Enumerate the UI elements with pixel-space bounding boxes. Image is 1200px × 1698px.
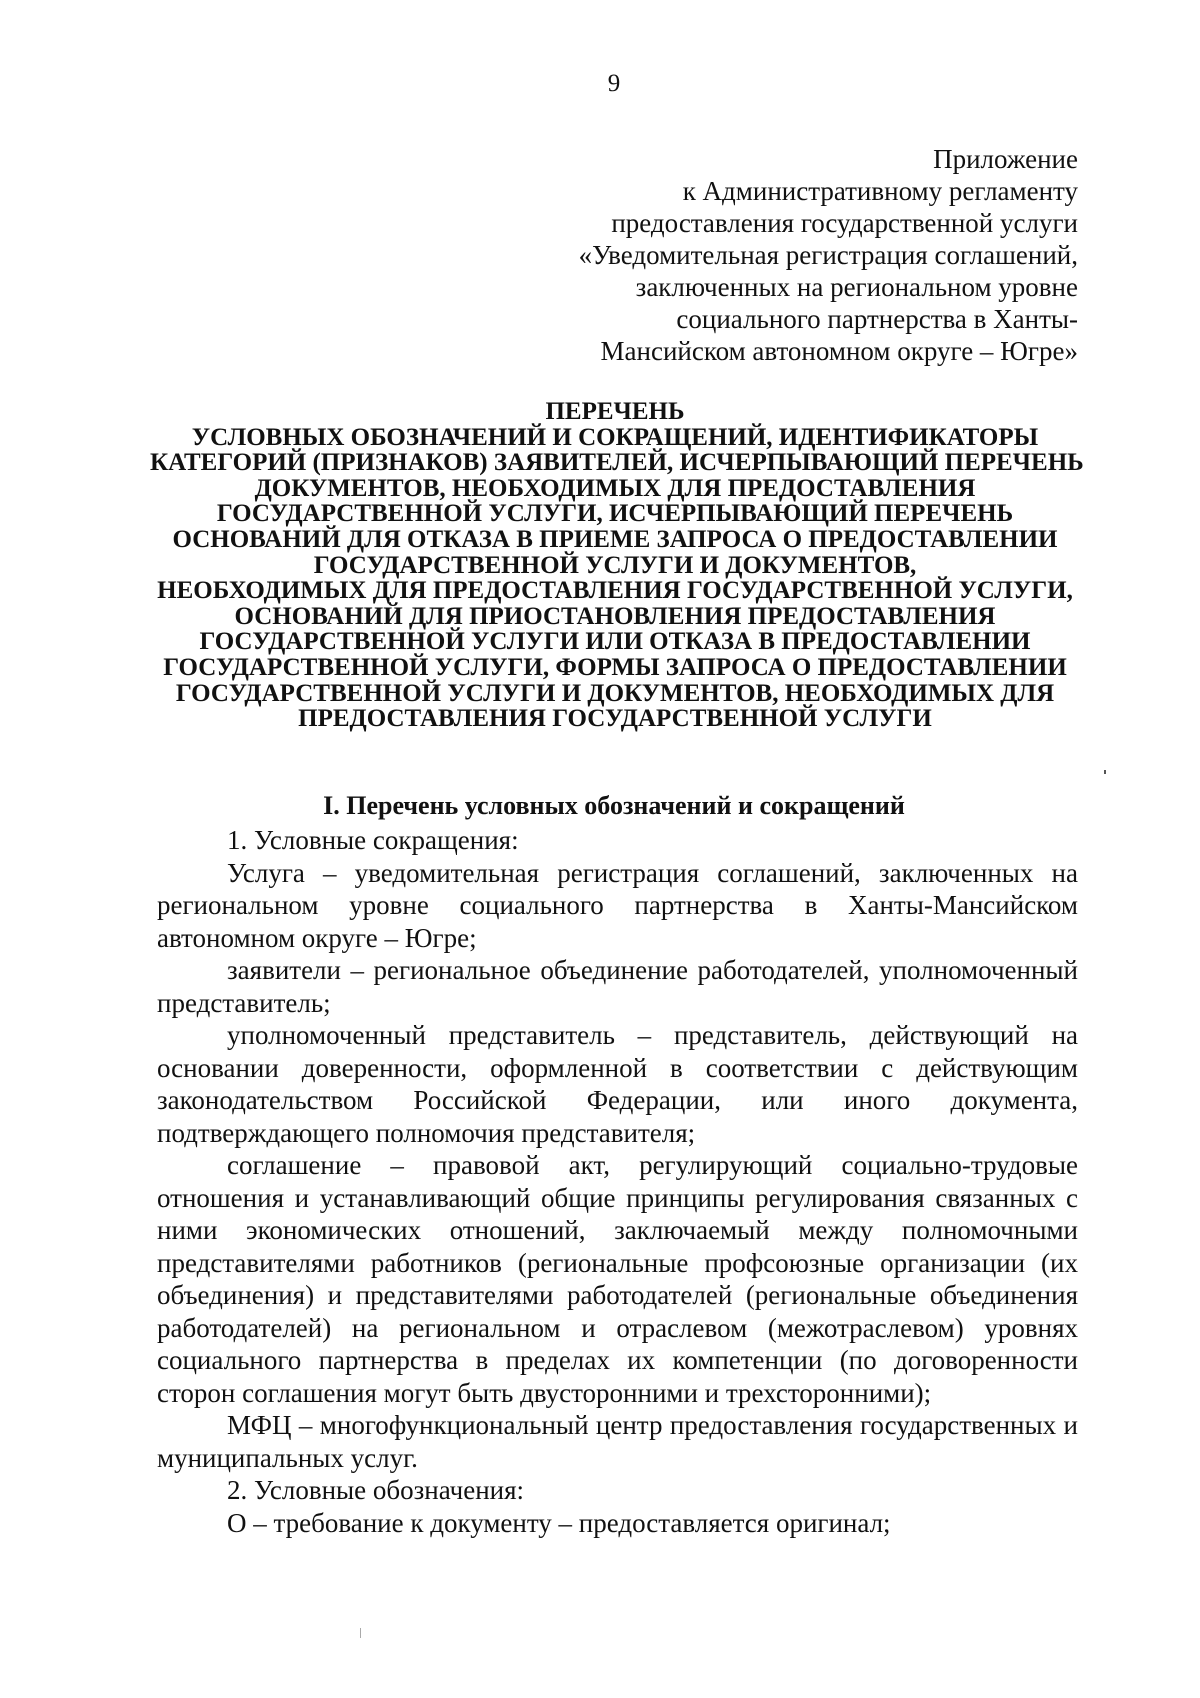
title-line: ГОСУДАРСТВЕННОЙ УСЛУГИ И ДОКУМЕНТОВ,: [313, 551, 917, 579]
appendix-line: Мансийском автономном округе – Югре»: [600, 336, 1078, 366]
document-title: [150, 398, 1084, 733]
section-heading: I. Перечень условных обозначений и сокращений: [323, 791, 905, 820]
title-line: ГОСУДАРСТВЕННОЙ УСЛУГИ, ФОРМЫ ЗАПРОСА О ПРЕДОСТАВЛЕНИИ: [163, 653, 1067, 681]
title-line: НЕОБХОДИМЫХ ДЛЯ ПРЕДОСТАВЛЕНИЯ ГОСУДАРСТВЕННОЙ УСЛУГИ,: [157, 577, 1073, 605]
title-line: ГОСУДАРСТВЕННОЙ УСЛУГИ ИЛИ ОТКАЗА В ПРЕДОСТАВЛЕНИИ: [199, 628, 1031, 656]
appendix-line: Приложение: [933, 144, 1078, 174]
paragraph: 2. Условные обозначения:: [227, 1475, 525, 1505]
paragraph: уполномоченный представитель – представитель, действующий на основании доверенности, оформленной в соответствии с действующим законодательством Российской Федерации, или иного документа, подтверждающего полномочия представителя;: [157, 1020, 1078, 1148]
title-line: ОСНОВАНИЙ ДЛЯ ПРИОСТАНОВЛЕНИЯ ПРЕДОСТАВЛЕНИЯ: [234, 602, 996, 630]
scan-artifact: [360, 1628, 361, 1638]
appendix-line: предоставления государственной услуги: [611, 208, 1078, 238]
title-line: ПЕРЕЧЕНЬ: [545, 398, 685, 425]
title-line: ДОКУМЕНТОВ, НЕОБХОДИМЫХ ДЛЯ ПРЕДОСТАВЛЕНИЯ: [254, 474, 976, 502]
appendix-header: [518, 143, 1078, 367]
title-line: ГОСУДАРСТВЕННОЙ УСЛУГИ И ДОКУМЕНТОВ, НЕОБХОДИМЫХ ДЛЯ: [175, 679, 1055, 707]
title-line: ПРЕДОСТАВЛЕНИЯ ГОСУДАРСТВЕННОЙ УСЛУГИ: [298, 705, 932, 733]
title-line: ГОСУДАРСТВЕННОЙ УСЛУГИ, ИСЧЕРПЫВАЮЩИЙ ПЕРЕЧЕНЬ: [216, 500, 1014, 528]
scan-artifact: [1104, 770, 1106, 774]
appendix-line: «Уведомительная регистрация соглашений,: [578, 240, 1078, 270]
paragraph: 1. Условные сокращения:: [227, 825, 519, 855]
section-body: [157, 824, 1078, 1539]
title-line: ОСНОВАНИЙ ДЛЯ ОТКАЗА В ПРИЕМЕ ЗАПРОСА О ПРЕДОСТАВЛЕНИИ: [172, 525, 1058, 553]
paragraph: МФЦ – многофункциональный центр предоставления государственных и муниципальных услуг.: [157, 1410, 1078, 1473]
title-line: КАТЕГОРИЙ (ПРИЗНАКОВ) ЗАЯВИТЕЛЕЙ, ИСЧЕРПЫВАЮЩИЙ ПЕРЕЧЕНЬ: [150, 449, 1084, 477]
paragraph: заявители – региональное объединение работодателей, уполномоченный представитель;: [157, 955, 1078, 1018]
paragraph: О – требование к документу – предоставляется оригинал;: [227, 1507, 891, 1538]
paragraph: Услуга – уведомительная регистрация соглашений, заключенных на региональном уровне социального партнерства в Ханты-Мансийском автономном округе – Югре;: [157, 857, 1078, 953]
appendix-line: к Административному регламенту: [682, 176, 1078, 206]
appendix-line: заключенных на региональном уровне: [635, 272, 1078, 302]
appendix-line: социального партнерства в Ханты-: [676, 304, 1078, 334]
title-line: УСЛОВНЫХ ОБОЗНАЧЕНИЙ И СОКРАЩЕНИЙ, ИДЕНТИФИКАТОРЫ: [191, 423, 1039, 451]
paragraph: соглашение – правовой акт, регулирующий социально-трудовые отношения и устанавливающий общие принципы регулирования связанных с ними экономических отношений, заключаемый между полномочными представителями работников (региональные профсоюзные организации (их объединения) и представителями работодателей (региональные объединения работодателей) на региональном и отраслевом (межотраслевом) уровнях социального партнерства в пределах их компетенции (по договоренности сторон соглашения могут быть двусторонними и трехсторонними);: [157, 1150, 1078, 1408]
page-number: 9: [607, 70, 621, 97]
